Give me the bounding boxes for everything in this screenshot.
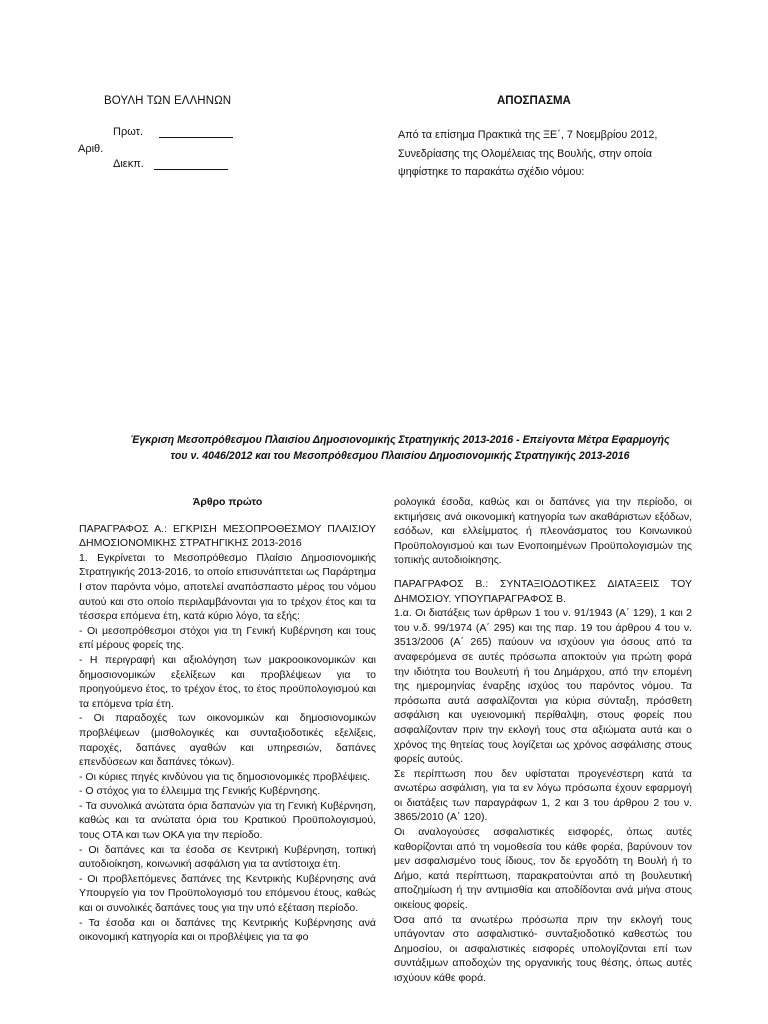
number-label: Αριθ. — [78, 143, 104, 155]
excerpt-intro — [398, 126, 688, 182]
protocol-label: Πρωτ. — [113, 126, 144, 138]
bill-title-line: Έγκριση Μεσοπρόθεσμου Πλαισίου Δημοσιονομικής Στρατηγικής 2013-2016 - Επείγοντα Μέτρα Εφαρμογής — [130, 434, 670, 446]
paragraph: Όσα από τα ανωτέρω πρόσωπα πριν την εκλογή τους υπάγονταν στο ασφαλιστικό- συνταξιοδοτικό καθεστώς του Δημοσίου, οι ασφαλιστικές εισφορές υπολογίζονται επί των συντάξιμων αποδοχών της οργανικής τους θέσης, όπως αυτές ισχύουν κάθε φορά. — [394, 913, 692, 984]
bill-title-line: του ν. 4046/2012 και του Μεσοπρόθεσμου Πλαισίου Δημοσιονομικής Στρατηγικής 2013-2016 — [170, 449, 630, 462]
article-heading: Άρθρο πρώτο — [192, 496, 263, 508]
dispatch-label: Διεκπ. — [113, 158, 144, 170]
excerpt-line: ψηφίστηκε το παρακάτω σχέδιο νόμου: — [398, 166, 585, 179]
paragraph: - Οι κύριες πηγές κινδύνου για τις δημοσιονομικές προβλέψεις. — [79, 770, 371, 783]
paragraph: Σε περίπτωση που δεν υφίσταται προγενέστερη κατά τα ανωτέρω ασφάλιση, για τα εν λόγω πρόσωπα έχουν εφαρμογή οι διατάξεις των παραγράφων 1, 2 και 3 του άρθρου 2 του ν. 3865/2010 (Α΄ 120). — [394, 767, 692, 824]
dispatch-number-row — [113, 158, 228, 170]
paragraph: - Η περιγραφή και αξιολόγηση των μακροοικονομικών και δημοσιονομικών εξελίξεων και προβλέψεων για το προηγούμενο έτος, το τρέχον έτος, το έτος προϋπολογισμού και τα επόμενα τρία έτη. — [79, 653, 376, 710]
paragraph: - Οι δαπάνες και τα έσοδα σε Κεντρική Κυβέρνηση, τοπική αυτοδιοίκηση, κοινωνική ασφάλιση για τα αντίστοιχα έτη. — [79, 843, 376, 871]
excerpt-line: Συνεδρίασης της Ολομέλειας της Βουλής, στην οποία — [398, 147, 652, 160]
paragraph: - Οι προβλεπόμενες δαπάνες της Κεντρικής Κυβέρνησης ανά Υπουργείο για τον Προϋπολογισμό του επόμενου έτους, καθώς και οι συνολικές δαπάνες τους για την υπό εξέταση περίοδο. — [79, 872, 376, 915]
paragraph: - Τα συνολικά ανώτατα όρια δαπανών για τη Γενική Κυβέρνηση, καθώς και τα ανώτατα όρια του Κρατικού Προϋπολογισμού, τους ΟΤΑ και των ΟΚΑ για την περίοδο. — [79, 799, 376, 842]
protocol-number-blank — [159, 127, 233, 138]
excerpt-line: Από τα επίσημα Πρακτικά της ΞΕ΄, 7 Νοεμβρίου 2012, — [398, 129, 658, 141]
dispatch-number-blank — [154, 159, 228, 170]
paragraph: - Ο στόχος για το έλλειμμα της Γενικής Κυβέρνησης. — [79, 785, 321, 798]
paragraph: 1. Εγκρίνεται το Μεσοπρόθεσμο Πλαίσιο Δημοσιονομικής Στρατηγικής 2013-2016, το οποίο επισυνάπτεται ως Παράρτημα Ι στον παρόντα νόμο, αποτελεί αναπόσπαστο μέρος του νόμου αυτού και στο οποίο περιλαμβάνονται για το τρέχον έτος και τα τέσσερα επόμενα έτη, κατά κύριο λόγο, τα εξής: — [79, 551, 376, 623]
right-column — [394, 495, 692, 986]
bill-title — [80, 433, 720, 464]
paragraph: - Οι παραδοχές των οικονομικών και δημοσιονομικών προβλέψεων (μισθολογικές και συνταξιοδοτικές εξελίξεις, παροχές, δαπάνες αγαθών και υπηρεσιών, δαπάνες επενδύσεων και δαπάνες τόκων). — [79, 712, 376, 769]
section-heading: ΠΑΡΑΓΡΑΦΟΣ Α.: ΕΓΚΡΙΣΗ ΜΕΣΟΠΡΟΘΕΣΜΟΥ ΠΛΑΙΣΙΟΥ ΔΗΜΟΣΙΟΝΟΜΙΚΗΣ ΣΤΡΑΤΗΓΙΚΗΣ 2013-2016 — [79, 522, 376, 550]
parliament-title: ΒΟΥΛΗ ΤΩΝ ΕΛΛΗΝΩΝ — [104, 95, 232, 107]
paragraph: ρολογικά έσοδα, καθώς και οι δαπάνες για την περίοδο, οι εκτιμήσεις ανά οικονομική κατηγορία των ακαθάριστων εξόδων, εσόδων, και ελλείμματος ή πλεονάσματος του Κοινωνικού Προϋπολογισμού και των Ενοποιημένων Προϋπολογισμών της τοπικής αυτοδιοίκησης. — [394, 496, 692, 567]
paragraph: 1.α. Οι διατάξεις των άρθρων 1 του ν. 91/1943 (Α΄ 129), 1 και 2 του ν.δ. 99/1974 (Α΄ 295) και της παρ. 19 του άρθρου 4 του ν. 3513/2006 (Α΄ 265) παύουν να ισχύουν για όσους από τα αναφερόμενα σε αυτές πρόσωπα αποκτούν για πρώτη φορά την ιδιότητα του Βουλευτή ή του Δημάρχου, από την επομένη της ημερομηνίας έναρξης ισχύος του παρόντος νόμου. Τα πρόσωπα αυτά ασφαλίζονται για κύρια σύνταξη, πρόσθετη ασφάλιση και υγειονομική περίθαλψη, στους φορείς που ασφαλίζονταν πριν την εκλογή τους στα αξιώματα αυτά και ο χρόνος της θητείας τους λογίζεται ως χρόνος ασφάλισης στους φορείς αυτούς. — [394, 607, 692, 766]
paragraph: - Τα έσοδα και οι δαπάνες της Κεντρικής Κυβέρνησης ανά οικονομική κατηγορία και οι προβλέψεις για τα φο — [79, 916, 376, 944]
paragraph: Οι αναλογούσες ασφαλιστικές εισφορές, όπως αυτές καθορίζονται από τη νομοθεσία του κάθε φορέα, βαρύνουν τον μεν ασφαλισμένο τους ίδιους, τον δε εργοδότη τη Βουλή ή το Δήμο, κατά περίπτωση, παρακρατούνται από τη βουλευτική αποζημίωση ή την αντιμισθία και αποδίδονται ανά μήνα στους οικείους φορείς. — [394, 826, 692, 912]
protocol-number-row — [113, 126, 233, 138]
left-column — [79, 495, 376, 945]
excerpt-title: ΑΠΟΣΠΑΣΜΑ — [497, 95, 571, 107]
paragraph: - Οι μεσοπρόθεσμοι στόχοι για τη Γενική Κυβέρνηση και τους επί μέρους φορείς της. — [79, 624, 376, 652]
section-heading: ΠΑΡΑΓΡΑΦΟΣ Β.: ΣΥΝΤΑΞΙΟΔΟΤΙΚΕΣ ΔΙΑΤΑΞΕΙΣ ΤΟΥ ΔΗΜΟΣΙΟΥ. ΥΠΟΥΠΑΡΑΓΡΑΦΟΣ Β. — [394, 577, 692, 605]
